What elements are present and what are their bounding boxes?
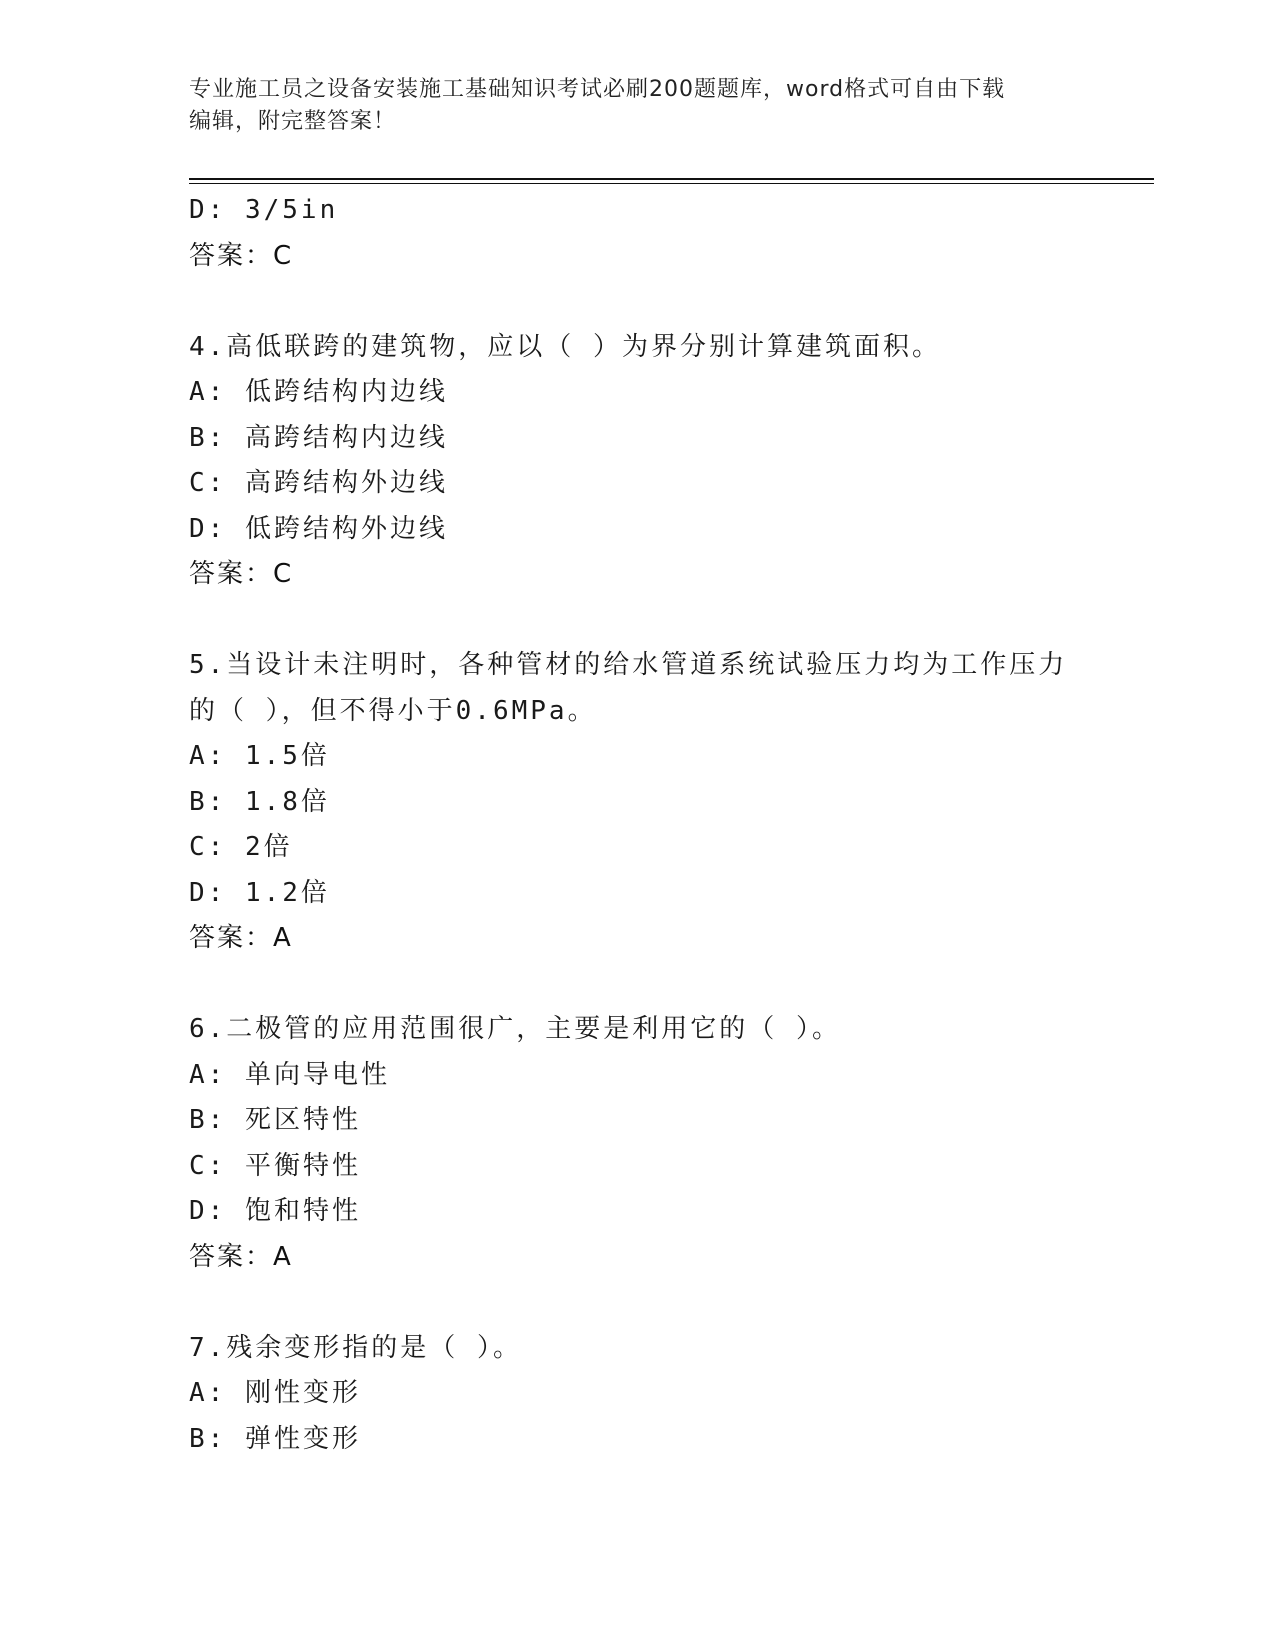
header-divider-thick <box>189 178 1154 180</box>
option-line: D: 低跨结构外边线 <box>189 513 448 544</box>
header-divider-thin <box>189 183 1154 184</box>
document-header <box>189 74 1089 138</box>
question-list <box>189 188 1089 1462</box>
block-spacer <box>189 962 1089 1008</box>
answer-line: 答案：A <box>189 1241 293 1272</box>
question-text: 4.高低联跨的建筑物，应以（ ）为界分别计算建筑面积。 <box>189 331 941 362</box>
option-line: B: 死区特性 <box>189 1105 361 1135</box>
answer-line: 答案：C <box>189 240 294 271</box>
answer-line: 答案：A <box>189 923 293 953</box>
block-spacer <box>189 279 1089 325</box>
option-line: D: 1.2倍 <box>189 877 330 908</box>
question-text: 7.残余变形指的是（ ）。 <box>189 1332 522 1363</box>
question-text: 6.二极管的应用范围很广，主要是利用它的（ ）。 <box>189 1014 841 1044</box>
option-line: A: 1.5倍 <box>189 741 330 771</box>
block-spacer <box>189 1280 1089 1326</box>
answer-line: 答案：C <box>189 559 294 589</box>
option-line: D: 3/5in <box>189 195 339 225</box>
question-text: 5.当设计未注明时，各种管材的给水管道系统试验压力均为工作压力 <box>189 650 1068 680</box>
option-line: A: 刚性变形 <box>189 1378 361 1408</box>
option-line: B: 高跨结构内边线 <box>189 422 448 453</box>
option-line: A: 单向导电性 <box>189 1059 390 1090</box>
header-title-line-2: 编辑，附完整答案！ <box>189 109 397 134</box>
question-text: 的（ ），但不得小于0.6MPa。 <box>189 695 597 726</box>
option-line: A: 低跨结构内边线 <box>189 377 448 407</box>
block-spacer <box>189 598 1089 644</box>
option-line: B: 1.8倍 <box>189 786 330 817</box>
header-title-line-1: 专业施工员之设备安装施工基础知识考试必刷200题题库，word格式可自由下载 <box>189 77 1006 102</box>
option-line: B: 弹性变形 <box>189 1423 361 1454</box>
option-line: D: 饱和特性 <box>189 1196 361 1226</box>
option-line: C: 高跨结构外边线 <box>189 468 448 498</box>
option-line: C: 平衡特性 <box>189 1150 361 1181</box>
option-line: C: 2倍 <box>189 832 293 862</box>
